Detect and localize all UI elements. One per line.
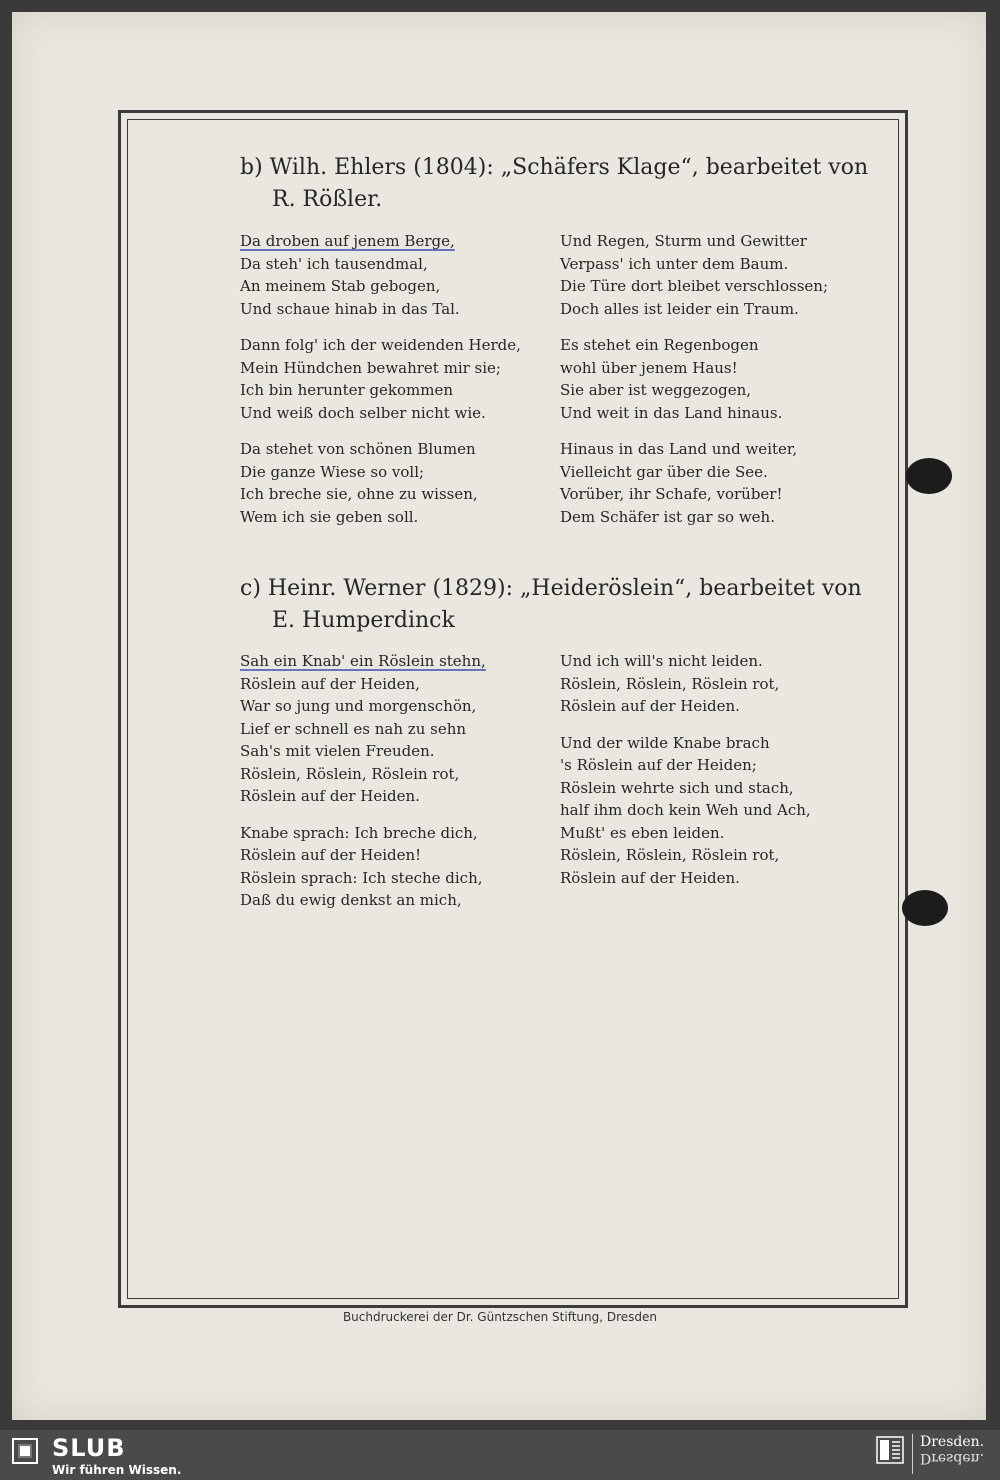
poem-line: Röslein wehrte sich und stach,: [560, 778, 794, 797]
dresden-text: Dresden.: [920, 1434, 985, 1450]
stanza: [240, 822, 486, 912]
poem-line: Verpass' ich unter dem Baum.: [560, 254, 789, 273]
poem-line: Sie aber ist weggezogen,: [560, 381, 752, 399]
poem-line: Wem ich sie geben soll.: [240, 507, 419, 526]
poem-line: Und Regen, Sturm und Gewitter: [560, 232, 807, 250]
poem-line: An meinem Stab gebogen,: [240, 277, 441, 295]
section-b-title-line2: R. Rößler.: [272, 187, 383, 212]
poem-line: Röslein auf der Heiden,: [240, 674, 420, 693]
poem-line: Dem Schäfer ist gar so weh.: [560, 507, 775, 526]
poem-line: Es stehet ein Regenbogen: [560, 336, 759, 354]
poem-line: Dann folg' ich der weidenden Herde,: [240, 336, 521, 354]
poem-line: Sah ein Knab' ein Röslein stehn,: [240, 652, 486, 670]
poem-line: Röslein, Röslein, Röslein rot,: [240, 764, 460, 783]
stanza: [240, 650, 486, 808]
punch-hole-icon: [902, 890, 948, 926]
section-c-left-column: [240, 650, 486, 926]
stanza: [560, 650, 811, 718]
poem-line: Doch alles ist leider ein Traum.: [560, 299, 799, 318]
poem-line: Vielleicht gar über die See.: [560, 462, 768, 481]
poem-line: Sah's mit vielen Freuden.: [240, 742, 435, 760]
stanza: [560, 334, 828, 424]
stanza: [240, 230, 521, 320]
poem-line: Röslein, Röslein, Röslein rot,: [560, 846, 780, 864]
section-b-title-line1: b) Wilh. Ehlers (1804): „Schäfers Klage“, bearbeitet von: [240, 155, 869, 180]
poem-line: Die ganze Wiese so voll;: [240, 462, 425, 481]
stanza: [560, 732, 811, 890]
poem-line: Röslein auf der Heiden!: [240, 846, 422, 864]
dresden-text-mirrored: Dresden.: [920, 1450, 985, 1466]
poem-line: Röslein sprach: Ich steche dich,: [240, 868, 483, 887]
poem-line: Da stehet von schönen Blumen: [240, 440, 476, 458]
poem-line: Daß du ewig denkst an mich,: [240, 891, 462, 909]
poem-line: 's Röslein auf der Heiden;: [560, 756, 757, 774]
poem-line: Röslein auf der Heiden.: [240, 787, 420, 805]
document-page: [12, 12, 986, 1420]
poem-line: Da droben auf jenem Berge,: [240, 232, 455, 250]
poem-line: Und ich will's nicht leiden.: [560, 652, 763, 670]
poem-line: Und der wilde Knabe brach: [560, 733, 770, 752]
poem-line: Röslein auf der Heiden.: [560, 868, 740, 887]
section-c-title: [240, 573, 880, 637]
dresden-wordmark[interactable]: [920, 1434, 984, 1466]
poem-line: Mußt' es eben leiden.: [560, 823, 725, 842]
poem-line: Und weit in das Land hinaus.: [560, 403, 783, 422]
poem-line: Die Türe dort bleibet verschlossen;: [560, 277, 828, 295]
stanza: [240, 438, 521, 528]
poem-line: Ich breche sie, ohne zu wissen,: [240, 485, 478, 503]
slub-name[interactable]: SLUB: [52, 1434, 126, 1462]
poem-line: War so jung und morgenschön,: [240, 697, 477, 715]
poem-line: Und weiß doch selber nicht wie.: [240, 403, 486, 422]
poem-line: Röslein, Röslein, Röslein rot,: [560, 674, 780, 693]
section-c-title-line1: c) Heinr. Werner (1829): „Heideröslein“, bearbeitet von: [240, 576, 862, 601]
slub-logo-icon[interactable]: [12, 1438, 38, 1464]
poem-line: Röslein auf der Heiden.: [560, 697, 740, 715]
section-c-title-line2: E. Humperdinck: [272, 608, 455, 633]
section-c-right-column: [560, 650, 811, 903]
poem-line: Lief er schnell es nah zu sehn: [240, 719, 467, 738]
section-b-right-column: [560, 230, 828, 542]
poem-line: Knabe sprach: Ich breche dich,: [240, 823, 478, 842]
stanza: [240, 334, 521, 424]
stanza: [560, 230, 828, 320]
stanza: [560, 438, 828, 528]
section-b-left-column: [240, 230, 521, 542]
dresden-crest-icon[interactable]: [876, 1436, 904, 1464]
footer-divider: [912, 1434, 913, 1474]
poem-line: half ihm doch kein Weh und Ach,: [560, 801, 811, 819]
footer-bar: [0, 1430, 1000, 1480]
slub-tagline: Wir führen Wissen.: [52, 1463, 182, 1477]
poem-line: Ich bin herunter gekommen: [240, 381, 454, 399]
poem-line: wohl über jenem Haus!: [560, 358, 738, 377]
printer-imprint: Buchdruckerei der Dr. Güntzschen Stiftung, Dresden: [342, 1310, 658, 1324]
poem-line: Mein Hündchen bewahret mir sie;: [240, 358, 501, 377]
poem-line: Hinaus in das Land und weiter,: [560, 440, 798, 458]
poem-line: Da steh' ich tausendmal,: [240, 254, 428, 273]
poem-line: Und schaue hinab in das Tal.: [240, 299, 460, 318]
section-b-title: [240, 152, 880, 216]
punch-hole-icon: [906, 458, 952, 494]
poem-line: Vorüber, ihr Schafe, vorüber!: [560, 485, 783, 503]
